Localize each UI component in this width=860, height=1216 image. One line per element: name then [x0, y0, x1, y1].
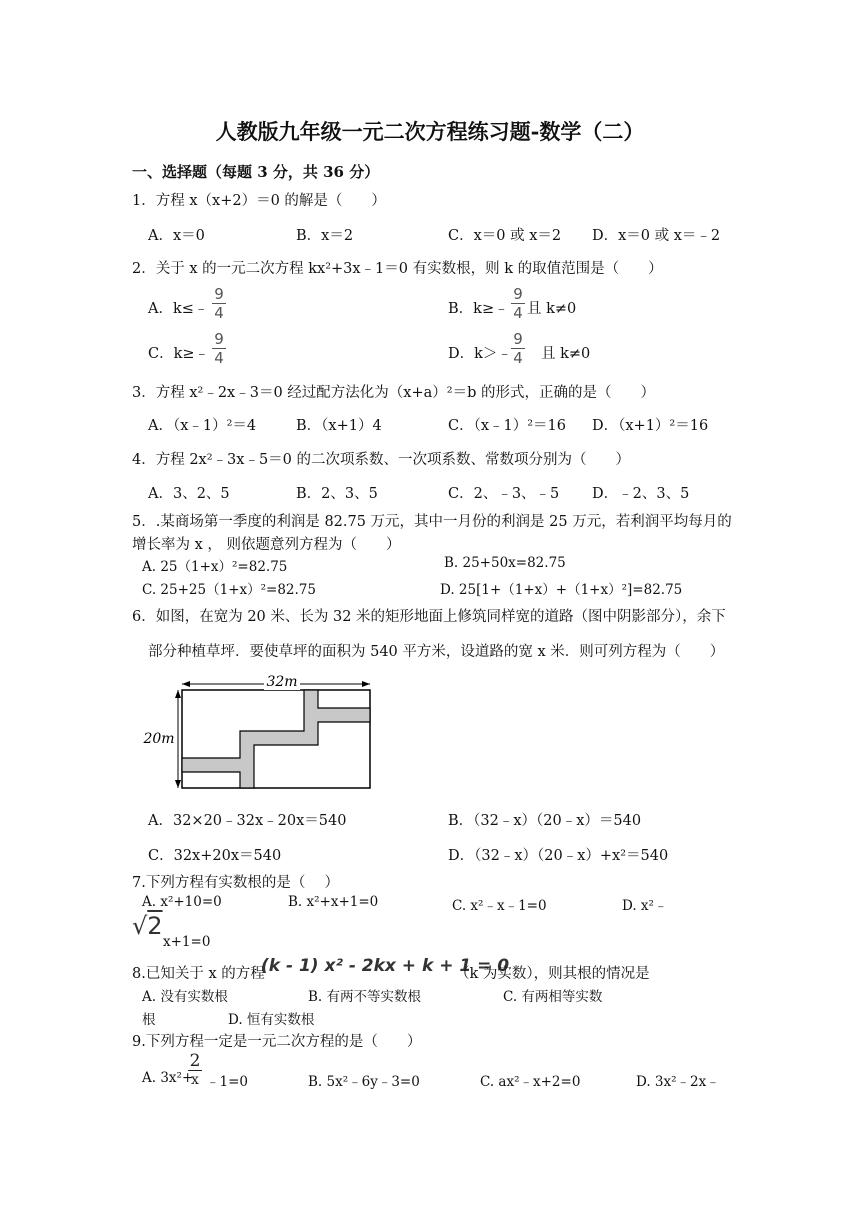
q4-option-c: C．2、﹣3、﹣5 — [448, 486, 560, 502]
q8-option-a: A. 没有实数根 — [142, 989, 228, 1005]
q1-option-c: C．x＝0 或 x＝2 — [448, 228, 562, 244]
q2-option-d: D．k＞﹣ — [448, 346, 512, 362]
q8-stem-pre: 8.已知关于 x 的方程 — [132, 966, 265, 982]
q3-stem: 3．方程 x²﹣2x﹣3＝0 经过配方法化为（x+a）²＝b 的形式，正确的是（ ） — [132, 385, 655, 401]
q4-option-a: A．3、2、5 — [148, 486, 230, 502]
q5-option-a: A. 25（1+x）²=82.75 — [142, 559, 288, 575]
q1-option-d: D．x＝0 或 x＝﹣2 — [592, 228, 721, 244]
q2-option-c: C．k≥﹣ — [148, 346, 210, 362]
q3-option-b: B．（x+1）4 — [296, 418, 382, 434]
q9-option-d: D. 3x²﹣2x﹣ — [636, 1074, 720, 1090]
q2-a-fraction: 9 4 — [212, 286, 226, 321]
width-arrow-left — [182, 681, 190, 687]
section-heading: 一、选择题（每题 3 分，共 36 分） — [132, 163, 380, 181]
q5-option-d: D. 25[1+（1+x）+（1+x）²]=82.75 — [440, 582, 683, 598]
q7-option-a: A. x²+10=0 — [142, 894, 222, 910]
height-arrow-top — [175, 690, 181, 698]
q1-option-b: B．x＝2 — [296, 228, 354, 244]
q3-option-c: C．（x﹣1）²＝16 — [448, 418, 567, 434]
q5-stem-line2: 增长率为 x ， 则依题意列方程为（ ） — [132, 537, 401, 553]
q8-option-c-cont: 根 — [142, 1012, 156, 1028]
q6-option-a: A．32×20﹣32x﹣20x＝540 — [148, 813, 347, 829]
q7-option-d: D. x²﹣ — [622, 898, 668, 914]
sqrt-symbol: √2 — [132, 912, 163, 940]
q6-stem-line1: 6．如图，在宽为 20 米、长为 32 米的矩形地面上修筑同样宽的道路（图中阴影部分），余下 — [132, 609, 726, 625]
q8-option-c: C. 有两相等实数 — [503, 989, 603, 1005]
page-title: 人教版九年级一元二次方程练习题-数学（二） — [215, 119, 645, 144]
width-arrow-right — [362, 681, 370, 687]
q7-stem: 7.下列方程有实数根的是（ ） — [132, 875, 339, 891]
q5-option-b: B. 25+50x=82.75 — [444, 555, 566, 571]
q7-option-d-cont: x+1=0 — [163, 934, 211, 950]
q2-option-b: B．k≥﹣ — [448, 301, 509, 317]
q2-option-a: A．k≤﹣ — [148, 301, 209, 317]
q6-option-d: D．（32﹣x）（20﹣x）+x²＝540 — [448, 848, 669, 864]
q6-stem-line2: 部分种植草坪．要使草坪的面积为 540 平方米，设道路的宽 x 米．则可列方程为（ ） — [148, 644, 725, 660]
fig-height-label: 20m — [143, 731, 175, 747]
q9-a-fraction: 2 x — [189, 1051, 201, 1088]
q9-option-a-tail: ﹣1=0 — [206, 1074, 248, 1090]
q9-option-a: A. 3x²+ — [142, 1070, 194, 1086]
q4-option-d: D．﹣2、3、5 — [592, 486, 690, 502]
q7-option-c: C. x²﹣x﹣1=0 — [452, 898, 547, 914]
q3-option-a: A．（x﹣1）²＝4 — [148, 418, 257, 434]
q2-b-fraction: 9 4 — [511, 286, 525, 321]
q1-option-a: A．x＝0 — [148, 228, 205, 244]
q2-c-fraction: 9 4 — [212, 331, 226, 366]
q4-stem: 4．方程 2x²﹣3x﹣5＝0 的二次项系数、一次项系数、常数项分别为（ ） — [132, 452, 631, 468]
q9-stem: 9.下列方程一定是一元二次方程的是（ ） — [132, 1034, 422, 1050]
q5-stem-line1: 5．.某商场第一季度的利润是 82.75 万元，其中一月份的利润是 25 万元，若利润平均每月的 — [132, 514, 732, 530]
q2-d-fraction: 9 4 — [511, 331, 525, 366]
q8-stem-post: （k 为实数），则其根的情况是 — [455, 966, 650, 982]
q8-option-d: D. 恒有实数根 — [228, 1012, 315, 1028]
q5-option-c: C. 25+25（1+x）²=82.75 — [142, 582, 316, 598]
q6-option-c: C．32x+20x＝540 — [148, 848, 282, 864]
fig-width-label: 32m — [266, 674, 298, 690]
q8-option-b: B. 有两不等实数根 — [308, 989, 422, 1005]
q2-stem: 2．关于 x 的一元二次方程 kx²+3x﹣1＝0 有实数根，则 k 的取值范围是（ ） — [132, 261, 663, 277]
q7-option-b: B. x²+x+1=0 — [288, 894, 379, 910]
road-figure — [140, 670, 380, 796]
q6-option-b: B．（32﹣x）（20﹣x）＝540 — [448, 813, 642, 829]
q8-equation: (k - 1) x² - 2kx + k + 1 = 0 — [261, 956, 510, 976]
q4-option-b: B．2、3、5 — [296, 486, 378, 502]
q3-option-d: D．（x+1）²＝16 — [592, 418, 709, 434]
height-arrow-bottom — [175, 780, 181, 788]
q2-d-condition: 且 k≠0 — [541, 346, 591, 362]
q9-option-b: B. 5x²﹣6y﹣3=0 — [308, 1074, 420, 1090]
q9-option-c: C. ax²﹣x+2=0 — [480, 1074, 581, 1090]
q1-stem: 1．方程 x（x+2）＝0 的解是（ ） — [132, 193, 386, 209]
q2-b-condition: 且 k≠0 — [527, 301, 577, 317]
